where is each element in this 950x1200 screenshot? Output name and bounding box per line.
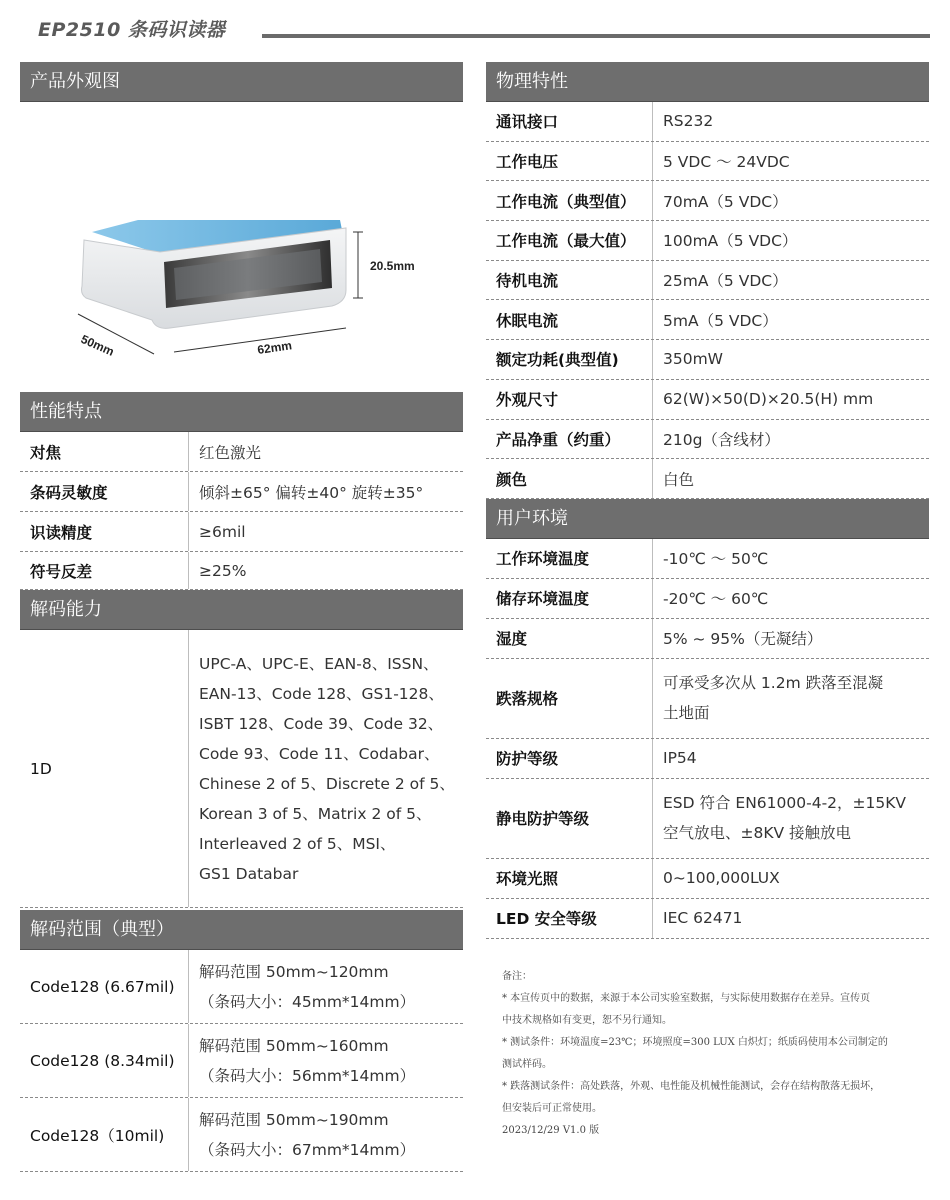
dim-depth-label: 50mm (78, 331, 117, 359)
environment-row (486, 779, 929, 859)
environment-value-line: 可承受多次从 1.2m 跌落至混凝 (663, 674, 884, 693)
physical-value: 62(W)×50(D)×20.5(H) mm (652, 380, 929, 419)
physical-row (486, 380, 929, 420)
physical-row (486, 221, 929, 261)
environment-row (486, 539, 929, 579)
environment-key: 工作环境温度 (496, 550, 590, 569)
environment-key: LED 安全等级 (496, 910, 597, 929)
range-value-line: 解码范围 50mm~120mm (199, 962, 389, 981)
performance-row (20, 512, 463, 552)
environment-row (486, 579, 929, 619)
decode-line: Korean 3 of 5、Matrix 2 of 5、 (199, 804, 432, 823)
notes (502, 966, 922, 1142)
title-rule (262, 34, 930, 38)
product-illustration (20, 102, 463, 392)
environment-key: 环境光照 (496, 870, 559, 889)
physical-row (486, 142, 929, 182)
physical-value: 100mA（5 VDC） (652, 221, 929, 260)
performance-value: 红色激光 (188, 432, 463, 471)
environment-value-line: ESD 符合 EN61000-4-2，±15KV (663, 794, 907, 813)
environment-value (652, 779, 929, 858)
physical-key: 待机电流 (496, 272, 559, 291)
range-value-line: 解码范围 50mm~160mm (199, 1036, 389, 1055)
physical-value: 70mA（5 VDC） (652, 181, 929, 220)
decode-key: 1D (30, 759, 52, 778)
physical-row (486, 340, 929, 380)
performance-key: 符号反差 (30, 562, 93, 581)
environment-key: 防护等级 (496, 750, 559, 769)
decode-line: GS1 Databar (199, 864, 299, 883)
product-image-area (20, 102, 463, 392)
decode-line: ISBT 128、Code 39、Code 32、 (199, 714, 444, 733)
range-value-line: （条码大小：56mm*14mm） (199, 1066, 416, 1085)
physical-key: 工作电压 (496, 153, 559, 172)
environment-key: 静电防护等级 (496, 810, 590, 829)
physical-row (486, 300, 929, 340)
environment-value-line: 土地面 (663, 704, 710, 723)
decode-line: Chinese 2 of 5、Discrete 2 of 5、 (199, 774, 455, 793)
section-header-environment: 用户环境 (486, 499, 929, 539)
physical-key: 产品净重（约重） (496, 430, 621, 449)
physical-key: 休眠电流 (496, 311, 559, 330)
physical-key: 工作电流（最大值） (496, 232, 636, 251)
doc-title: EP2510 条码识读器 (38, 19, 226, 41)
environment-key: 湿度 (496, 630, 528, 649)
decode-line: Interleaved 2 of 5、MSI、 (199, 834, 396, 853)
environment-value: -20℃ ～ 60℃ (652, 579, 929, 618)
physical-key: 外观尺寸 (496, 391, 559, 410)
physical-row (486, 459, 929, 499)
decode-line: UPC-A、UPC-E、EAN-8、ISSN、 (199, 654, 439, 673)
range-value (188, 1098, 463, 1171)
performance-key: 识读精度 (30, 523, 93, 542)
performance-row (20, 432, 463, 472)
environment-row (486, 899, 929, 939)
performance-value: ≥25% (188, 552, 463, 589)
environment-row (486, 659, 929, 739)
decode-line: Code 93、Code 11、Codabar、 (199, 744, 440, 763)
range-row (20, 1024, 463, 1098)
notes-line: 测试样码。 (502, 1059, 552, 1070)
physical-key: 通讯接口 (496, 113, 559, 132)
environment-row (486, 859, 929, 899)
range-value (188, 1024, 463, 1097)
notes-title: 备注： (502, 971, 532, 982)
physical-key: 额定功耗(典型值) (496, 351, 619, 370)
performance-value: ≥6mil (188, 512, 463, 551)
section-header-physical: 物理特性 (486, 62, 929, 102)
environment-key: 储存环境温度 (496, 590, 590, 609)
right-column (486, 62, 929, 939)
physical-row (486, 102, 929, 142)
notes-line: 中技术规格如有变更，恕不另行通知。 (502, 1015, 672, 1026)
section-header-product-view: 产品外观图 (20, 62, 463, 102)
section-header-decode: 解码能力 (20, 590, 463, 630)
dim-width-label: 62mm (256, 338, 293, 357)
range-row (20, 1098, 463, 1172)
range-value (188, 950, 463, 1023)
physical-value: 210g（含线材） (652, 420, 929, 459)
environment-value: 5% ~ 95%（无凝结） (652, 619, 929, 658)
environment-key: 跌落规格 (496, 690, 559, 709)
decode-line: EAN-13、Code 128、GS1-128、 (199, 684, 444, 703)
environment-value (652, 659, 929, 738)
environment-row (486, 739, 929, 779)
physical-row (486, 261, 929, 301)
physical-value: RS232 (652, 102, 929, 141)
performance-key: 对焦 (30, 443, 62, 462)
performance-row (20, 472, 463, 512)
environment-value: IP54 (652, 739, 929, 778)
range-key: Code128 (8.34mil) (30, 1051, 175, 1070)
range-key: Code128 (6.67mil) (30, 977, 175, 996)
environment-value: IEC 62471 (652, 899, 929, 938)
decode-symbologies (188, 630, 463, 907)
environment-row (486, 619, 929, 659)
section-header-performance: 性能特点 (20, 392, 463, 432)
notes-line: * 跌落测试条件：高处跌落，外观、电性能及机械性能测试，会存在结构散落无损坏， (502, 1081, 881, 1092)
range-key: Code128（10mil) (30, 1126, 165, 1145)
physical-value: 白色 (652, 459, 929, 498)
physical-row (486, 420, 929, 460)
notes-version: 2023/12/29 V1.0 版 (502, 1125, 600, 1136)
section-header-range: 解码范围（典型） (20, 910, 463, 950)
decode-row (20, 630, 463, 908)
range-row (20, 950, 463, 1024)
performance-value: 倾斜±65° 偏转±40° 旋转±35° (188, 472, 463, 511)
notes-line: * 测试条件：环境温度=23℃；环境照度=300 LUX 白炽灯；纸质码使用本公司制定的 (502, 1037, 888, 1048)
environment-value-line: 空气放电、±8KV 接触放电 (663, 824, 852, 843)
physical-row (486, 181, 929, 221)
performance-row (20, 552, 463, 590)
physical-value: 25mA（5 VDC） (652, 261, 929, 300)
range-value-line: （条码大小：67mm*14mm） (199, 1140, 416, 1159)
dim-height-label: 20.5mm (370, 259, 415, 273)
environment-value: -10℃ ～ 50℃ (652, 539, 929, 578)
performance-key: 条码灵敏度 (30, 483, 108, 502)
range-value-line: 解码范围 50mm~190mm (199, 1110, 389, 1129)
left-column (20, 62, 463, 1172)
physical-value: 5mA（5 VDC） (652, 300, 929, 339)
environment-value: 0~100,000LUX (652, 859, 929, 898)
physical-key: 工作电流（典型值） (496, 192, 636, 211)
notes-line: * 本宣传页中的数据，来源于本公司实验室数据，与实际使用数据存在差异。宣传页 (502, 993, 871, 1004)
physical-value: 5 VDC ～ 24VDC (652, 142, 929, 181)
physical-value: 350mW (652, 340, 929, 379)
range-value-line: （条码大小：45mm*14mm） (199, 992, 416, 1011)
notes-line: 但安装后可正常使用。 (502, 1103, 602, 1114)
physical-key: 颜色 (496, 470, 528, 489)
